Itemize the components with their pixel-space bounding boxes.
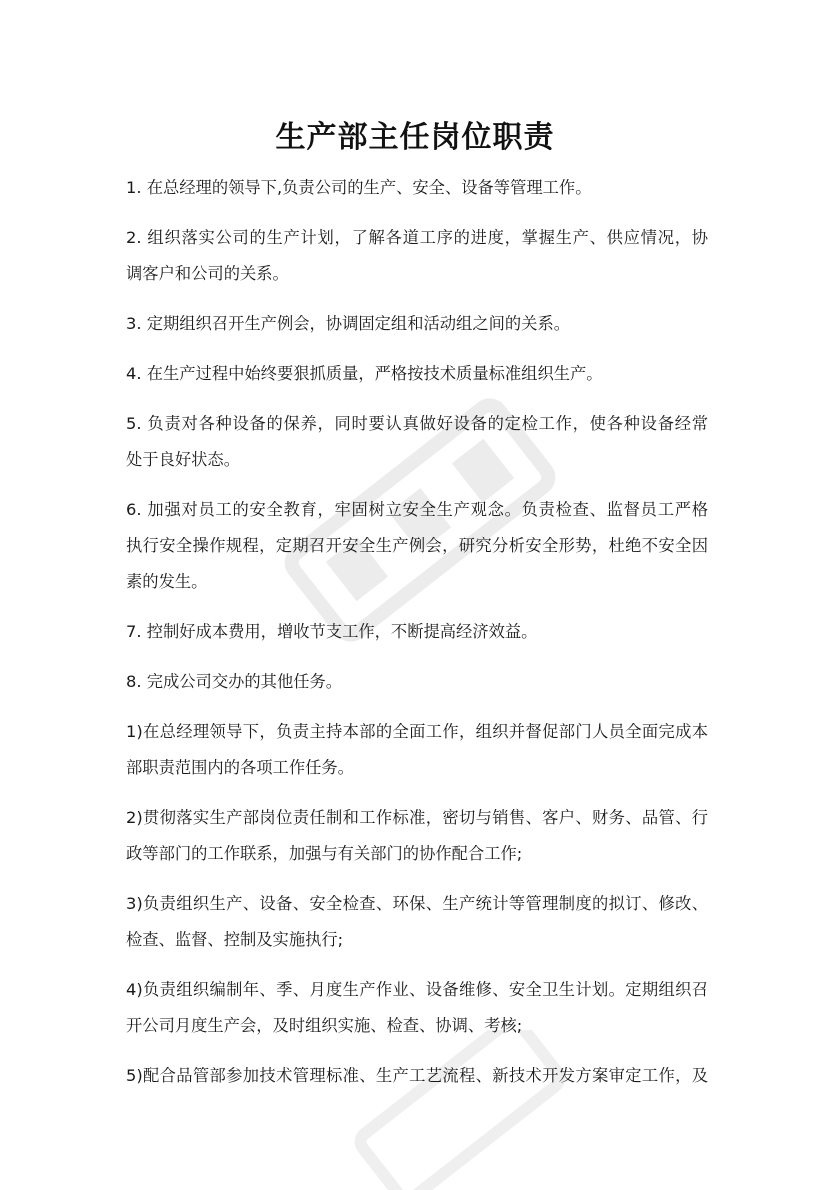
paragraph-3 [126,306,708,342]
text-line: 7. 控制好成本费用，增收节支工作，不断提高经济效益。 [126,622,538,641]
text-line: 5)配合品管部参加技术管理标准、生产工艺流程、新技术开发方案审定工作，及 [126,1066,708,1085]
text-line: 处于良好状态。 [126,450,240,469]
paragraph-2 [126,220,708,292]
text-line: 部职责范围内的各项工作任务。 [126,758,354,777]
sub-item-2 [126,800,708,872]
text-line: 1. 在总经理的领导下,负责公司的生产、安全、设备等管理工作。 [126,178,592,197]
text-line: 开公司月度生产会，及时组织实施、检查、协调、考核; [126,1016,523,1035]
text-line: 6. 加强对员工的安全教育，牢固树立安全生产观念。负责检查、监督员工严格 [126,500,708,519]
text-line: 素的发生。 [126,572,208,591]
text-line: 2. 组织落实公司的生产计划，了解各道工序的进度，掌握生产、供应情况，协 [126,228,708,247]
paragraph-5 [126,406,708,478]
text-line: 8. 完成公司交办的其他任务。 [126,672,343,691]
paragraph-1 [126,170,708,206]
sub-item-4 [126,972,708,1044]
paragraph-4 [126,356,708,392]
text-line: 5. 负责对各种设备的保养，同时要认真做好设备的定检工作，使各种设备经常 [126,414,708,433]
page-title: 生产部主任岗位职责 [275,120,555,155]
document-body [126,170,708,1094]
paragraph-8 [126,664,708,700]
text-line: 3. 定期组织召开生产例会，协调固定组和活动组之间的关系。 [126,314,571,333]
sub-item-1 [126,714,708,786]
text-line: 政等部门的工作联系，加强与有关部门的协作配合工作; [126,844,523,863]
paragraph-7 [126,614,708,650]
sub-item-5 [126,1058,708,1094]
text-line: 2)贯彻落实生产部岗位责任制和工作标准，密切与销售、客户、财务、品管、行 [126,808,708,827]
text-line: 检查、监督、控制及实施执行; [126,930,344,949]
text-line: 4. 在生产过程中始终要狠抓质量，严格按技术质量标准组织生产。 [126,364,603,383]
text-line: 执行安全操作规程，定期召开安全生产例会，研究分析安全形势，杜绝不安全因 [126,536,708,555]
text-line: 3)负责组织生产、设备、安全检查、环保、生产统计等管理制度的拟订、修改、 [126,894,708,913]
text-line: 4)负责组织编制年、季、月度生产作业、设备维修、安全卫生计划。定期组织召 [126,980,708,999]
sub-item-3 [126,886,708,958]
text-line: 1)在总经理领导下，负责主持本部的全面工作，组织并督促部门人员全面完成本 [126,722,708,741]
paragraph-6 [126,492,708,600]
text-line: 调客户和公司的关系。 [126,264,289,283]
